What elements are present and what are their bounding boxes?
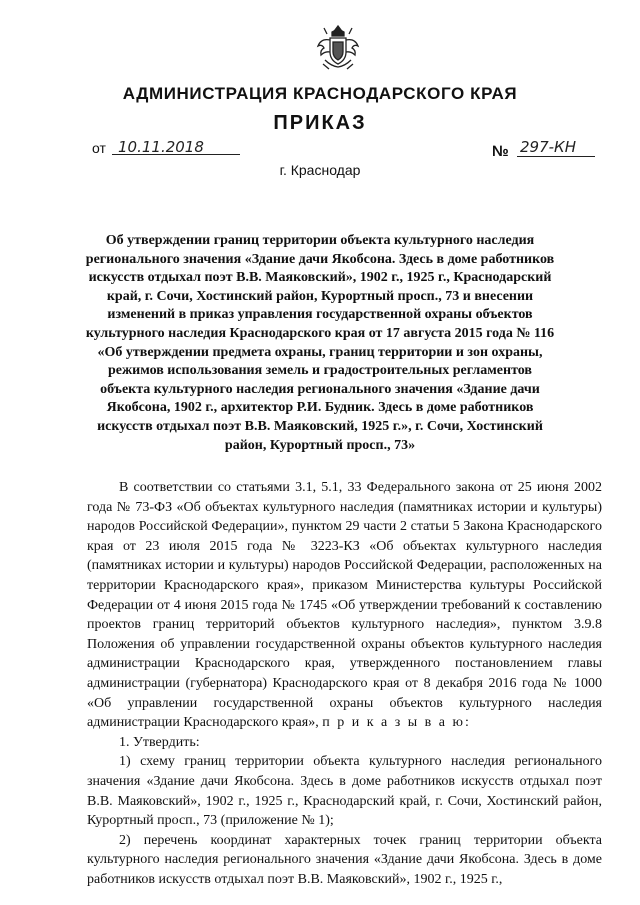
order-word: п р и к а з ы в а ю: — [322, 715, 471, 731]
item-1-2: 2) перечень координат характерных точек границ территории объекта культурного наследия регионального значения «Здание дачи Якобсона. Здесь в доме работников искусств отдыхал поэт В.В. Маяковский», 1902 г., 1925 г., — [87, 832, 602, 887]
item-1: 1. Утвердить: — [119, 734, 200, 750]
document-type: ПРИКАЗ — [273, 112, 367, 134]
item-1-1: 1) схему границ территории объекта культурного наследия регионального значения «Здание дачи Якобсона. Здесь в доме работников искусств отдыхал поэт В.В. Маяковский», 1902 г., 1925 г., Краснодарский край, г. Сочи, Хостинский район, Курортный просп., 73 (приложение № 1); — [87, 754, 602, 829]
preamble-text: В соответствии со статьями 3.1, 5.1, 33 Федерального закона от 25 июня 2002 года № 73-ФЗ «Об объектах культурного наследия (памятниках истории и культуры) народов Российской Федерации», пунктом 29 части 2 статьи 5 Закона Краснодарского края от 23 июля 2015 года № 3223-КЗ «Об объектах культурного наследия (памятниках истории и культуры) народов Российской Федерации, расположенных на территории Краснодарского края», приказом Министерства культуры Российской Федерации от 4 июня 2015 года № 1745 «Об утверждении требований к составлению проектов границ территорий объектов культурного наследия», пунктом 3.9.8 Положения об управлении государственной охраны объектов культурного наследия администрации Краснодарского края, утвержденного постановлением главы администрации (губернатора) Краснодарского края от 8 декабря 2016 года № 1000 «Об управлении государственной охраны объектов культурного наследия администрации Краснодарского края», — [87, 480, 602, 731]
city: г. Краснодар — [279, 162, 361, 178]
document-title: Об утверждении границ территории объекта культурного наследия регионального значения «Здание дачи Якобсона. Здесь в доме работников искусств отдыхал поэт В.В. Маяковский», 1902 г., 1925 г., Краснодарский край, г. Сочи, Хостинский район, Курортный просп., 73 и внесении изменений в приказ управления государственной охраны объектов культурного наследия Краснодарского края от 17 августа 2015 года № 116 «Об утверждении предмета охраны, границ территории и зон охраны, режимов использования земель и градостроительных регламентов объекта культурного наследия регионального значения «Здание дачи Якобсона, 1902 г., архитектор Р.И. Будник. Здесь в доме работников искусств отдыхал поэт В.В. Маяковский, 1925 г.», г. Сочи, Хостинский район, Курортный просп., 73» — [85, 233, 555, 453]
date-underline — [112, 154, 240, 155]
document-number: 297-КН — [520, 138, 576, 156]
number-prefix: № — [492, 143, 509, 160]
coat-of-arms-icon — [315, 22, 361, 72]
number-underline — [517, 156, 595, 157]
date-prefix: от — [92, 140, 106, 156]
document-body — [87, 478, 602, 889]
preamble-paragraph — [87, 478, 602, 733]
date-value: 10.11.2018 — [118, 138, 204, 156]
organization-name: АДМИНИСТРАЦИЯ КРАСНОДАРСКОГО КРАЯ — [122, 84, 518, 103]
